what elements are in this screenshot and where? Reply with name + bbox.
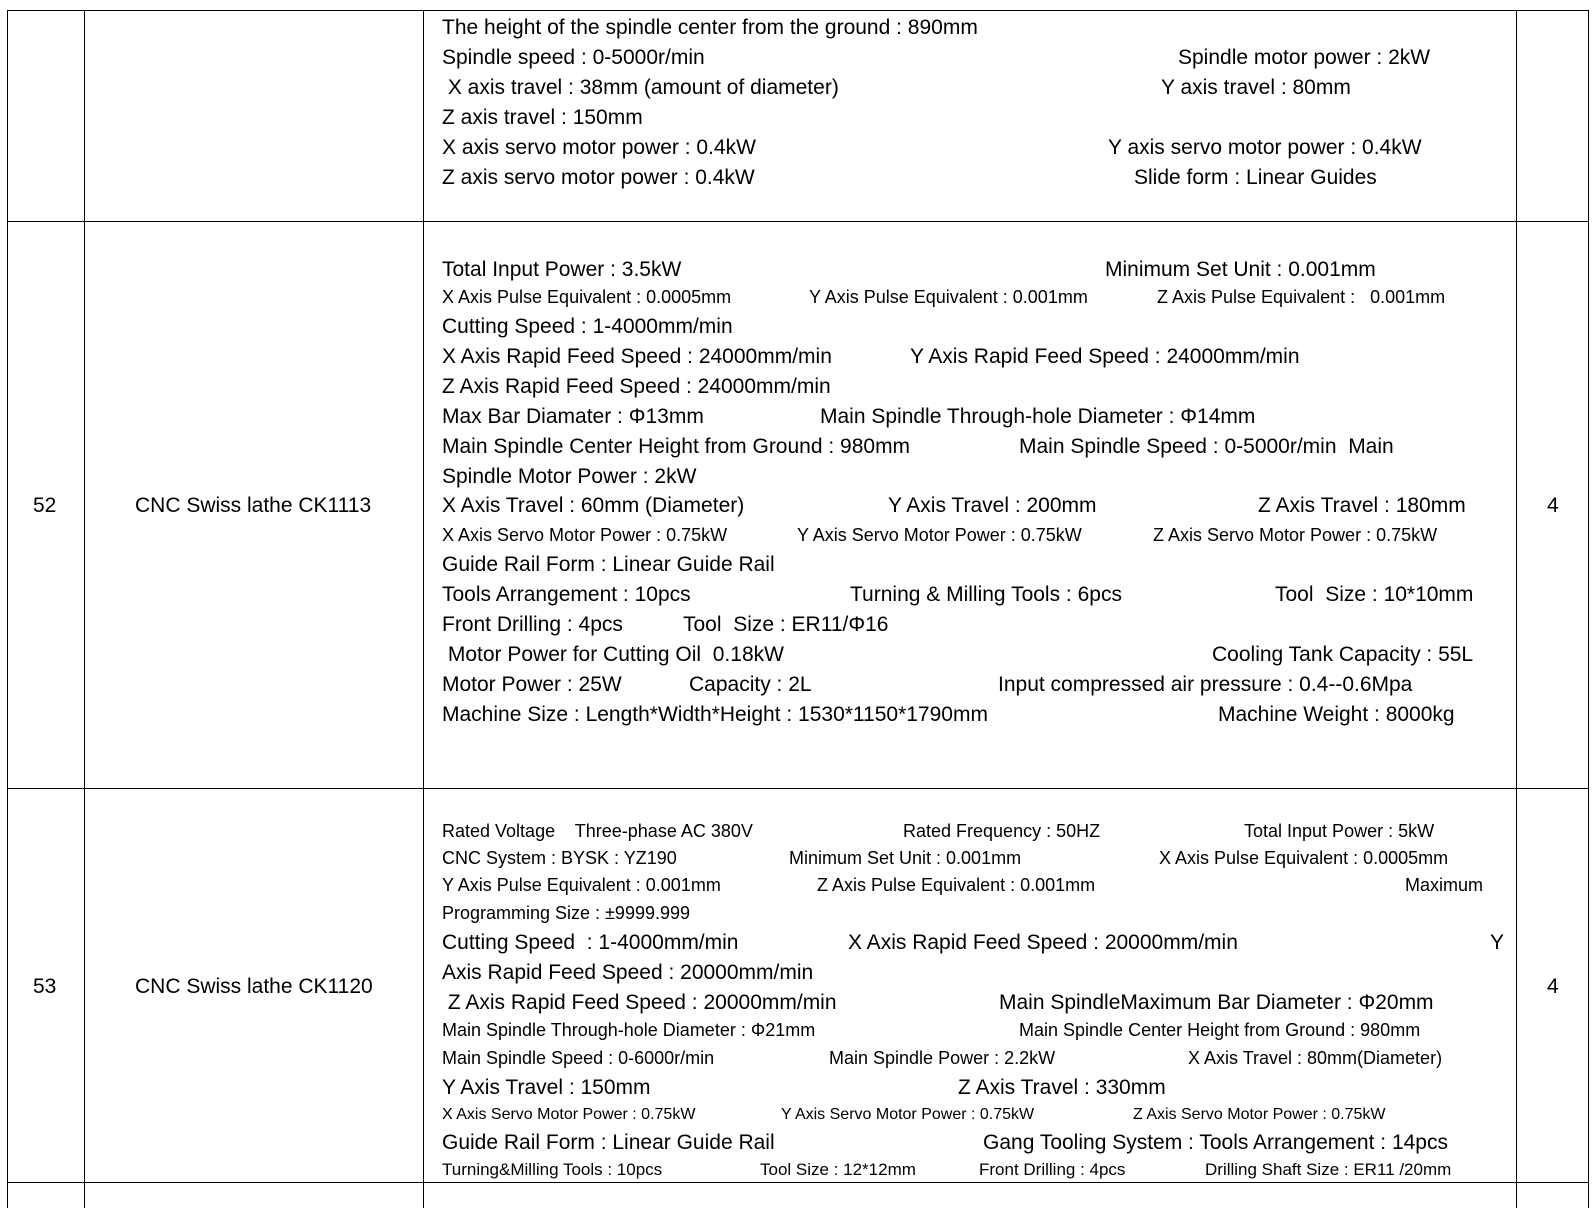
spec-text: Main Spindle Speed : 0-5000r/min Main — [1019, 435, 1394, 458]
row-divider — [7, 788, 1589, 789]
spec-text: Z Axis Travel : 330mm — [958, 1076, 1166, 1099]
spec-text: Spindle Motor Power : 2kW — [442, 465, 697, 488]
spec-text: Rated Frequency : 50HZ — [903, 821, 1101, 841]
spec-text: Y axis travel : 80mm — [1161, 76, 1351, 99]
spec-text: Motor Power : 25W — [442, 673, 622, 696]
spec-text: CNC System : BYSK : YZ190 — [442, 848, 677, 868]
spec-text: Front Drilling : 4pcs — [442, 613, 623, 636]
spec-text: Z Axis Pulse Equivalent : 0.001mm — [1157, 287, 1446, 307]
spec-text: Z Axis Servo Motor Power : 0.75kW — [1153, 525, 1438, 545]
spec-text: Main Spindle Center Height from Ground : 980mm — [442, 435, 911, 458]
table-border-top — [7, 10, 1589, 11]
spec-text: X Axis Rapid Feed Speed : 24000mm/min — [442, 345, 832, 368]
spec-text: Z Axis Pulse Equivalent : 0.001mm — [817, 875, 1096, 895]
spec-text: Programming Size : ±9999.999 — [442, 903, 691, 923]
spec-text: Cutting Speed : 1-4000mm/min — [442, 315, 733, 338]
spec-text: Max Bar Diamater : Φ13mm — [442, 405, 704, 428]
spec-text: Main Spindle Through-hole Diameter : Φ14mm — [820, 405, 1256, 428]
spec-text: Y Axis Travel : 200mm — [888, 494, 1097, 517]
spec-text: Y Axis Servo Motor Power : 0.75kW — [781, 1106, 1035, 1123]
spec-text: X axis travel : 38mm (amount of diameter) — [442, 76, 839, 99]
spec-text: Z Axis Travel : 180mm — [1258, 494, 1466, 517]
spec-text: Main Spindle Center Height from Ground : 980mm — [1019, 1020, 1421, 1040]
quantity: 4 — [1547, 975, 1559, 998]
spec-text: Main Spindle Through-hole Diameter : Φ21mm — [442, 1020, 816, 1040]
spec-text: Main Spindle Power : 2.2kW — [829, 1048, 1056, 1068]
spec-text: Y Axis Pulse Equivalent : 0.001mm — [809, 287, 1088, 307]
table-border-left — [7, 10, 8, 1208]
spec-text: Guide Rail Form : Linear Guide Rail — [442, 553, 775, 576]
spec-text: Total Input Power : 3.5kW — [442, 258, 682, 281]
spec-text: Spindle speed : 0-5000r/min — [442, 46, 705, 69]
machine-name: CNC Swiss lathe CK1120 — [135, 975, 373, 998]
spec-text: Axis Rapid Feed Speed : 20000mm/min — [442, 961, 814, 984]
spec-text: The height of the spindle center from the ground : 890mm — [442, 16, 978, 39]
spec-text: Turning&Milling Tools : 10pcs — [442, 1160, 663, 1179]
spec-text: Cooling Tank Capacity : 55L — [1212, 643, 1474, 666]
spec-text: Input compressed air pressure : 0.4--0.6Mpa — [998, 673, 1413, 696]
spec-text: X Axis Servo Motor Power : 0.75kW — [442, 525, 728, 545]
spec-text: Y Axis Pulse Equivalent : 0.001mm — [442, 875, 721, 895]
spec-text: Z axis servo motor power : 0.4kW — [442, 166, 755, 189]
spec-text: Y Axis Travel : 150mm — [442, 1076, 651, 1099]
spec-text: X Axis Servo Motor Power : 0.75kW — [442, 1106, 696, 1123]
spec-text: Main Spindle Speed : 0-6000r/min — [442, 1048, 715, 1068]
spec-text: Y Axis Servo Motor Power : 0.75kW — [797, 525, 1082, 545]
spec-text: Minimum Set Unit : 0.001mm — [789, 848, 1022, 868]
spec-text: Y axis servo motor power : 0.4kW — [1108, 136, 1422, 159]
spec-text: Y Axis Rapid Feed Speed : 24000mm/min — [910, 345, 1300, 368]
spec-text: Turning & Milling Tools : 6pcs — [850, 583, 1122, 606]
spec-text: X Axis Rapid Feed Speed : 20000mm/min — [848, 931, 1238, 954]
spec-text: Main SpindleMaximum Bar Diameter : Φ20mm — [999, 991, 1434, 1014]
table-border-bottom — [7, 1182, 1589, 1183]
spec-text: Cutting Speed : 1-4000mm/min — [442, 931, 739, 954]
spec-text: Z Axis Rapid Feed Speed : 24000mm/min — [442, 375, 831, 398]
spec-text: Drilling Shaft Size : ER11 /20mm — [1205, 1160, 1452, 1179]
spec-text: Motor Power for Cutting Oil 0.18kW — [442, 643, 784, 666]
spec-text: Rated Voltage Three-phase AC 380V — [442, 821, 753, 841]
machine-name: CNC Swiss lathe CK1113 — [135, 494, 372, 517]
spec-text: Tool Size : 10*10mm — [1275, 583, 1474, 606]
spec-text: X Axis Travel : 60mm (Diameter) — [442, 494, 745, 517]
spec-text: Z axis travel : 150mm — [442, 106, 643, 129]
spec-text: Front Drilling : 4pcs — [979, 1160, 1126, 1179]
row-divider — [7, 221, 1589, 222]
spec-text: Guide Rail Form : Linear Guide Rail — [442, 1131, 775, 1154]
spec-text: X axis servo motor power : 0.4kW — [442, 136, 756, 159]
spec-text: Z Axis Servo Motor Power : 0.75kW — [1133, 1106, 1386, 1123]
spec-text: Capacity : 2L — [689, 673, 812, 696]
spec-text: Spindle motor power : 2kW — [1178, 46, 1431, 69]
spec-text: X Axis Travel : 80mm(Diameter) — [1188, 1048, 1443, 1068]
column-divider — [84, 10, 85, 1208]
spec-text: Tool Size : 12*12mm — [760, 1160, 916, 1179]
table-border-right — [1588, 10, 1589, 1208]
spec-text: Machine Weight : 8000kg — [1218, 703, 1455, 726]
row-number: 52 — [33, 494, 57, 517]
spec-text: Y — [1490, 931, 1505, 954]
spec-text: Total Input Power : 5kW — [1244, 821, 1435, 841]
spec-text: Tool Size : ER11/Φ16 — [683, 613, 889, 636]
spec-text: Slide form : Linear Guides — [1134, 166, 1377, 189]
spec-text: Minimum Set Unit : 0.001mm — [1105, 258, 1376, 281]
spec-text: X Axis Pulse Equivalent : 0.0005mm — [442, 287, 732, 307]
spec-text: Tools Arrangement : 10pcs — [442, 583, 691, 606]
row-number: 53 — [33, 975, 57, 998]
column-divider — [1516, 10, 1517, 1208]
spec-text: Machine Size : Length*Width*Height : 1530*1150*1790mm — [442, 703, 988, 726]
quantity: 4 — [1547, 494, 1559, 517]
spec-text: Z Axis Rapid Feed Speed : 20000mm/min — [442, 991, 837, 1014]
column-divider — [423, 10, 424, 1208]
spec-text: X Axis Pulse Equivalent : 0.0005mm — [1159, 848, 1449, 868]
spec-text: Maximum — [1405, 875, 1484, 895]
spec-text: Gang Tooling System : Tools Arrangement : 14pcs — [983, 1131, 1448, 1154]
